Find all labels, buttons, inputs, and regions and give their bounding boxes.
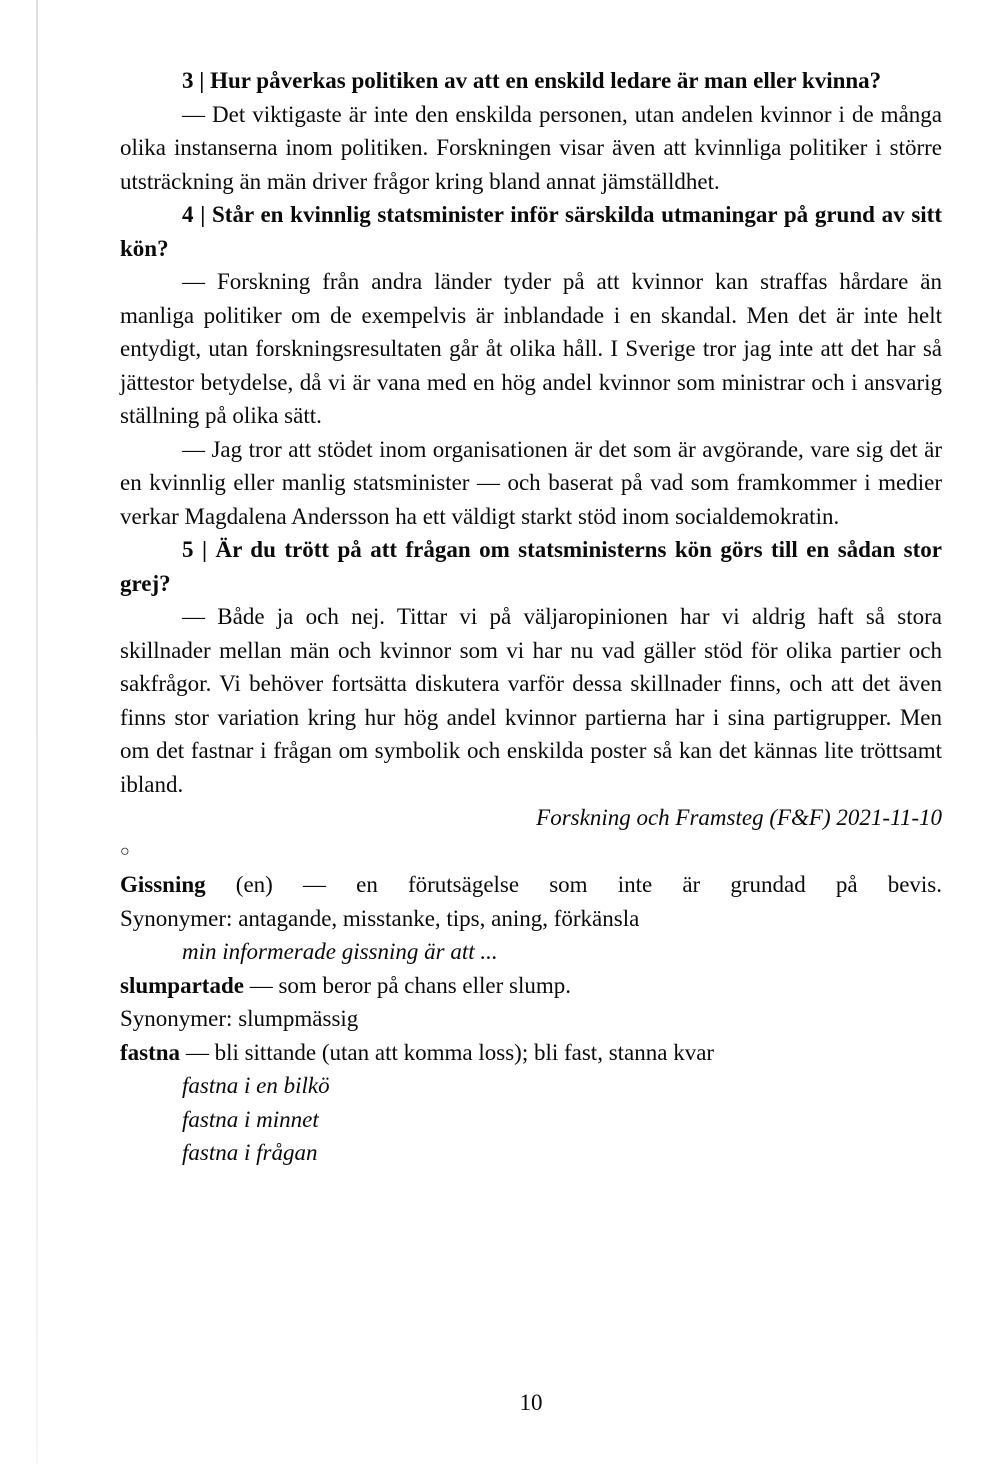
question-3: 3 | Hur påverkas politiken av att en enskild ledare är man eller kvinna?: [182, 68, 882, 93]
answer-5-paragraph-1: — Både ja och nej. Tittar vi på väljaropinionen har vi aldrig haft så stora skillnader mellan män och kvinnor som vi har nu vad gäller stöd för olika partier och sakfrågor. Vi behöver fortsätta diskutera varför dessa skillnader finns, och att det även finns stor variation kring hur hög andel kvinnor partierna har i sina partigrupper. Men om det fastnar i frågan om symbolik och enskilda poster så kan det kännas lite tröttsamt ibland.: [120, 604, 942, 797]
vocab-example: min informerade gissning är att ...: [182, 939, 498, 964]
answer-3-paragraph-1: — Det viktigaste är inte den enskilda personen, utan andelen kvinnor i de många olika instanserna inom politiken. Forskningen visar även att kvinnliga politiker i större utsträckning än män driver frågor kring bland annat jämställdhet.: [120, 101, 942, 194]
vocab-entry-fastna: [120, 1036, 942, 1070]
page-number: 10: [519, 1390, 543, 1415]
vocab-synonyms: Synonymer: slumpmässig: [120, 1006, 359, 1031]
vocab-definition: — bli sittande (utan att komma loss); bli fast, stanna kvar: [180, 1039, 715, 1065]
question-4: 4 | Står en kvinnlig statsminister inför särskilda utmaningar på grund av sitt kön?: [120, 202, 942, 261]
vocab-synonyms: Synonymer: antagande, misstanke, tips, aning, förkänsla: [120, 905, 640, 931]
vocab-entry-gissning: [120, 868, 942, 902]
vocab-term: slumpartade: [120, 972, 244, 998]
page-content: [120, 64, 942, 1170]
vocab-entry-slumpartade: [120, 969, 942, 1003]
answer-4-paragraph-1: — Forskning från andra länder tyder på att kvinnor kan straffas hårdare än manliga politiker om de exempelvis är inblandade i en skandal. Men det är inte helt entydigt, utan forskningsresultaten går åt olika håll. I Sverige tror jag inte att det har så jättestor betydelse, då vi är vana med en hög andel kvinnor som ministrar och i ansvarig ställning på olika sätt.: [120, 269, 942, 428]
vocab-definition: (en) — en förutsägelse som inte är grundad på bevis.: [205, 872, 942, 897]
question-5: 5 | Är du trött på att frågan om statsministerns kön görs till en sådan stor grej?: [120, 537, 942, 596]
answer-4-paragraph-2: — Jag tror att stödet inom organisationen är det som är avgörande, vare sig det är en kvinnlig eller manlig statsminister — och baserat på vad som framkommer i medier verkar Magdalena Andersson ha ett väldigt starkt stöd inom socialdemokratin.: [120, 436, 942, 529]
source-attribution: Forskning och Framsteg (F&F) 2021-11-10: [536, 805, 942, 830]
vocab-definition: — som beror på chans eller slump.: [243, 972, 571, 998]
vocab-example: fastna i frågan: [182, 1140, 318, 1165]
circle-marker: ○: [120, 842, 130, 860]
vocab-term: fastna: [120, 1039, 181, 1065]
vocab-example: fastna i minnet: [182, 1106, 319, 1132]
vocab-term: Gissning: [120, 872, 206, 897]
scan-artifact-line: [36, 0, 38, 1464]
vocab-example: fastna i en bilkö: [182, 1073, 330, 1098]
